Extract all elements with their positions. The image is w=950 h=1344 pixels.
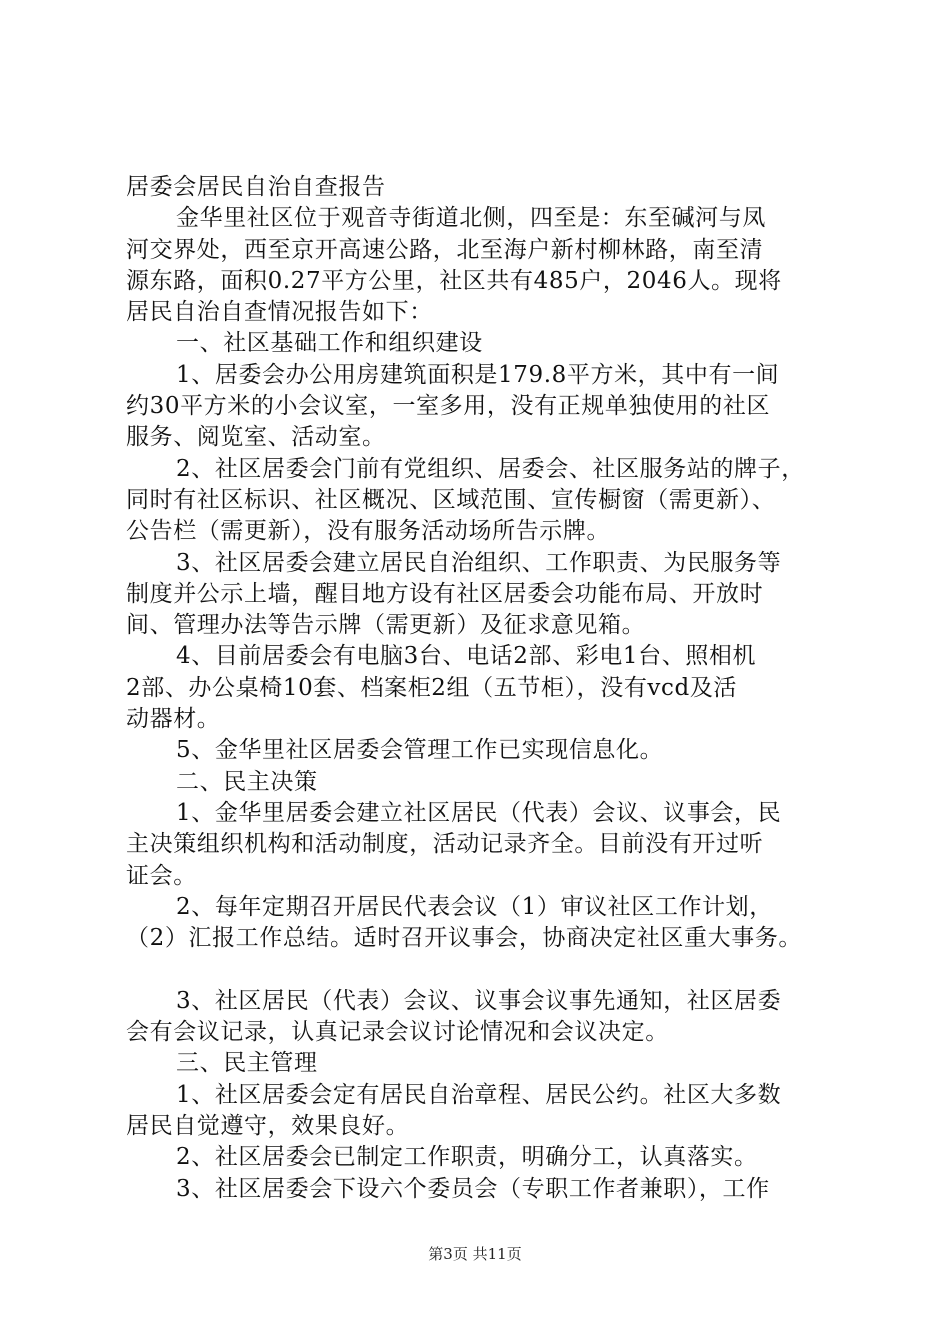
paragraph-line: 3、社区居委会下设六个委员会（专职工作者兼职），工作	[176, 1175, 770, 1202]
paragraph-line: （2）汇报工作总结。适时召开议事会，协商决定社区重大事务。	[126, 925, 803, 952]
paragraph-line: 1、金华里居委会建立社区居民（代表）会议、议事会，民	[176, 799, 782, 826]
paragraph-line: 证会。	[126, 862, 197, 889]
section-heading: 二、民主决策	[176, 768, 318, 795]
paragraph-line: 源东路，面积0.27平方公里，社区共有485户，2046人。现将	[126, 267, 782, 294]
section-heading: 一、社区基础工作和组织建设	[176, 330, 483, 357]
paragraph-line: 4、目前居委会有电脑3台、电话2部、彩电1台、照相机	[176, 643, 757, 670]
paragraph-gap	[126, 954, 846, 985]
paragraph-line: 间、管理办法等告示牌（需更新）及征求意见箱。	[126, 612, 646, 639]
paragraph-line: 5、金华里社区居委会管理工作已实现信息化。	[176, 737, 664, 764]
paragraph-line: 2、社区居委会门前有党组织、居委会、社区服务站的牌子，	[176, 455, 805, 482]
page-footer: 第3页 共11页	[428, 1245, 522, 1263]
document-title: 居委会居民自治自查报告	[126, 174, 386, 200]
paragraph-line: 动器材。	[126, 706, 221, 733]
paragraph-line: 公告栏（需更新），没有服务活动场所告示牌。	[126, 518, 611, 545]
paragraph-line: 同时有社区标识、社区概况、区域范围、宣传橱窗（需更新）、	[126, 486, 776, 513]
paragraph-line: 居民自觉遵守，效果良好。	[126, 1112, 410, 1139]
paragraph-line: 居民自治自查情况报告如下：	[126, 299, 433, 326]
paragraph-line: 3、社区居民（代表）会议、议事会议事先通知，社区居委	[176, 987, 782, 1014]
paragraph-line: 约30平方米的小会议室，一室多用，没有正规单独使用的社区	[126, 393, 771, 420]
paragraph-line: 3、社区居委会建立居民自治组织、工作职责、为民服务等	[176, 549, 782, 576]
paragraph-line: 2、社区居委会已制定工作职责，明确分工，认真落实。	[176, 1144, 758, 1171]
paragraph-line: 会有会议记录，认真记录会议讨论情况和会议决定。	[126, 1019, 669, 1046]
paragraph-line: 服务、阅览室、活动室。	[126, 424, 386, 451]
document-body	[126, 172, 846, 1205]
paragraph-line: 1、居委会办公用房建筑面积是179.8平方米，其中有一间	[176, 361, 780, 388]
paragraph-line: 主决策组织机构和活动制度，活动记录齐全。目前没有开过听	[126, 831, 764, 858]
paragraph-line: 2部、办公桌椅10套、档案柜2组（五节柜），没有vcd及活	[126, 674, 738, 701]
paragraph-line: 1、社区居委会定有居民自治章程、居民公约。社区大多数	[176, 1081, 782, 1108]
paragraph-line: 金华里社区位于观音寺街道北侧，四至是：东至碱河与凤	[176, 205, 766, 232]
section-heading: 三、民主管理	[176, 1050, 318, 1077]
paragraph-line: 2、每年定期召开居民代表会议（1）审议社区工作计划，	[176, 893, 773, 920]
paragraph-line: 制度并公示上墙，醒目地方设有社区居委会功能布局、开放时	[126, 580, 764, 607]
paragraph-line: 河交界处，西至京开高速公路，北至海户新村柳林路，南至清	[126, 236, 764, 263]
